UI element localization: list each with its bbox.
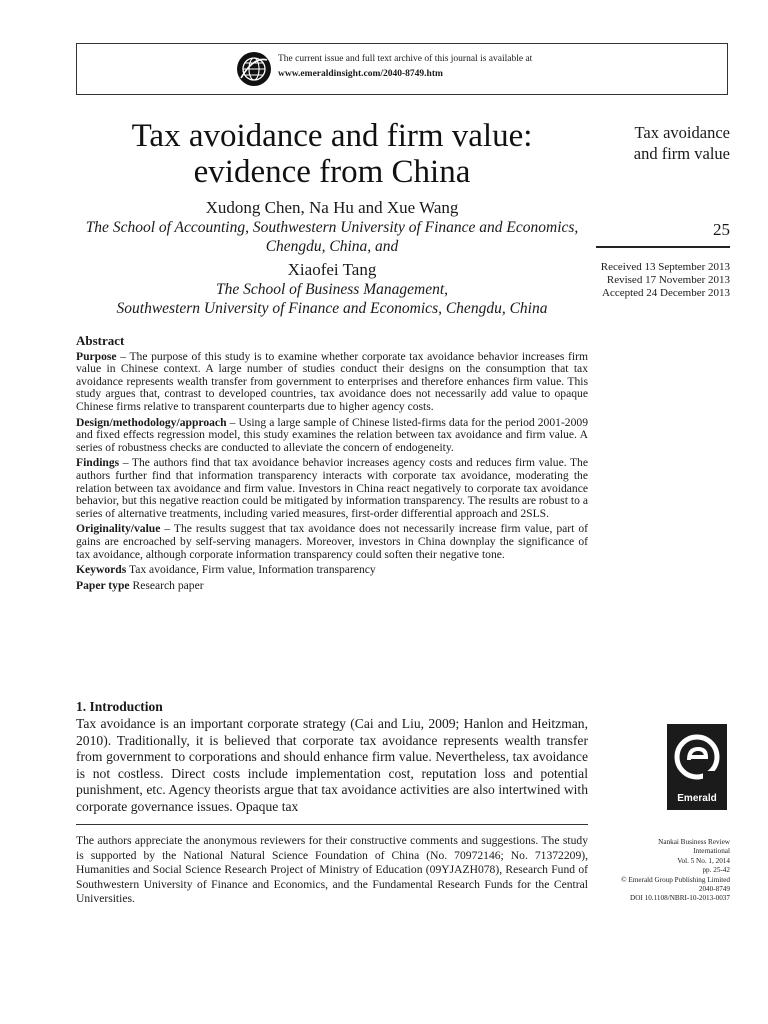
journal-name-line-2: International [693, 847, 730, 856]
affiliation-1 [76, 218, 588, 256]
purpose-text: – The purpose of this study is to examine whether corporate tax avoidance behavior increases firm value in Chinese context. A large number of studies conduct their designs on the consumption that tax avoidance represents wealth transfer from government to enterprises and therefore enhances firm value. This study argues that, contrast to developed countries, tax avoidance does not necessarily add value to opaque Chinese firms relative to transparent counterparts due to higher agency costs. [76, 349, 588, 413]
design-text: – Using a large sample of Chinese listed-firms data for the period 2001-2009 and fixed effects regression model, this study examines the relation between tax avoidance and firm value. A series of robustness checks are conducted to alleviate the concern of endogeneity. [76, 415, 588, 454]
affiliation-1-line-1: The School of Accounting, Southwestern University of Finance and Economics, [85, 219, 579, 236]
journal-volume: Vol. 5 No. 1, 2014 [677, 856, 730, 865]
abstract-keywords [76, 564, 588, 577]
running-title-line-2: and firm value [633, 144, 730, 163]
footnote-divider [76, 824, 588, 825]
affiliation-2-line-2: Southwestern University of Finance and Economics, Chengdu, China [116, 300, 548, 317]
emerald-logo-icon [667, 724, 727, 810]
acknowledgement-footnote: The authors appreciate the anonymous reviewers for their constructive comments and suggestions. The study is supported by the National Natural Science Foundation of China (No. 70972146; No. 71372209), Humanities and Social Science Research Project of Ministry of Education (09YJAZH078), Research Fund of Southwestern University of Finance and Economics, and the Fundamental Research Funds for the Central Universities. [76, 834, 588, 906]
abstract-design [76, 417, 588, 455]
abstract-originality [76, 523, 588, 561]
page-number: 25 [713, 220, 730, 239]
availability-text: The current issue and full text archive of this journal is available at [278, 54, 533, 64]
journal-info [592, 838, 730, 904]
paper-type-text: Research paper [129, 578, 204, 592]
globe-icon [237, 52, 271, 86]
findings-label: Findings [76, 456, 120, 470]
journal-doi: DOI 10.1108/NBRI-10-2013-0037 [630, 894, 730, 903]
purpose-label: Purpose [76, 349, 117, 363]
title-line-2: evidence from China [193, 154, 471, 190]
journal-url-link[interactable]: www.emeraldinsight.com/2040-8749.htm [278, 69, 443, 79]
originality-text: – The results suggest that tax avoidance does not necessarily increase firm value, part of gains are encroached by self-serving managers. Moreover, investors in China downplay the significance of tax avoidance, although corporate information transparency could soften their negative tone. [76, 522, 588, 561]
keywords-text: Tax avoidance, Firm value, Information transparency [126, 563, 376, 577]
abstract-findings [76, 457, 588, 520]
article-dates [596, 261, 730, 300]
abstract-paper-type [76, 580, 588, 593]
author-list-1: Xudong Chen, Na Hu and Xue Wang [205, 198, 459, 217]
affiliation-2 [76, 280, 588, 318]
design-label: Design/methodology/approach [76, 415, 227, 429]
accepted-date: Accepted 24 December 2013 [602, 287, 730, 299]
affiliation-1-line-2: Chengdu, China, and [265, 238, 399, 255]
abstract-heading: Abstract [76, 333, 125, 348]
journal-pages: pp. 25-42 [702, 866, 730, 875]
paper-type-label: Paper type [76, 578, 130, 592]
title-line-1: Tax avoidance and firm value: [131, 118, 533, 154]
keywords-label: Keywords [76, 563, 127, 577]
received-date: Received 13 September 2013 [600, 261, 730, 273]
journal-issn: 2040-8749 [698, 885, 730, 894]
journal-copyright: © Emerald Group Publishing Limited [621, 875, 730, 884]
affiliation-2-line-1: The School of Business Management, [215, 281, 449, 298]
introduction-body: Tax avoidance is an important corporate strategy (Cai and Liu, 2009; Hanlon and Heitzman, 2010). Traditionally, it is believed that corporate tax avoidance represents wealth transfer from government to corporations and should enhance firm value. Nevertheless, tax avoidance is not costless. Direct costs include implementation cost, reputation loss and potential punishment, etc. Agency theorists argue that tax avoidance activities are also intertwined with corporate governance issues. Opaque tax [76, 716, 588, 814]
article-title [76, 118, 588, 190]
abstract-section [76, 335, 588, 595]
margin-divider [596, 246, 730, 248]
findings-text: – The authors find that tax avoidance behavior increases agency costs and reduces firm value. The authors further find that information transparency interacts with corporate tax avoidance, moderating the relation between tax avoidance and firm value. Investors in China react negatively to corporate tax avoidance behavior, but this negative reaction could be mitigated by information transparency. The results are robust to a series of alternative treatments, including varied measures, first-order differential approach and 2SLS. [76, 456, 588, 520]
running-title-line-1: Tax avoidance [634, 123, 730, 142]
abstract-purpose [76, 351, 588, 414]
introduction-heading: 1. Introduction [76, 699, 163, 714]
journal-name-line-1: Nankai Business Review [658, 838, 730, 846]
originality-label: Originality/value [76, 522, 161, 536]
revised-date: Revised 17 November 2013 [606, 274, 730, 286]
author-list-2: Xiaofei Tang [287, 260, 377, 279]
running-title [596, 122, 730, 164]
journal-availability-box [76, 43, 728, 95]
emerald-logo-text: Emerald [677, 793, 717, 804]
